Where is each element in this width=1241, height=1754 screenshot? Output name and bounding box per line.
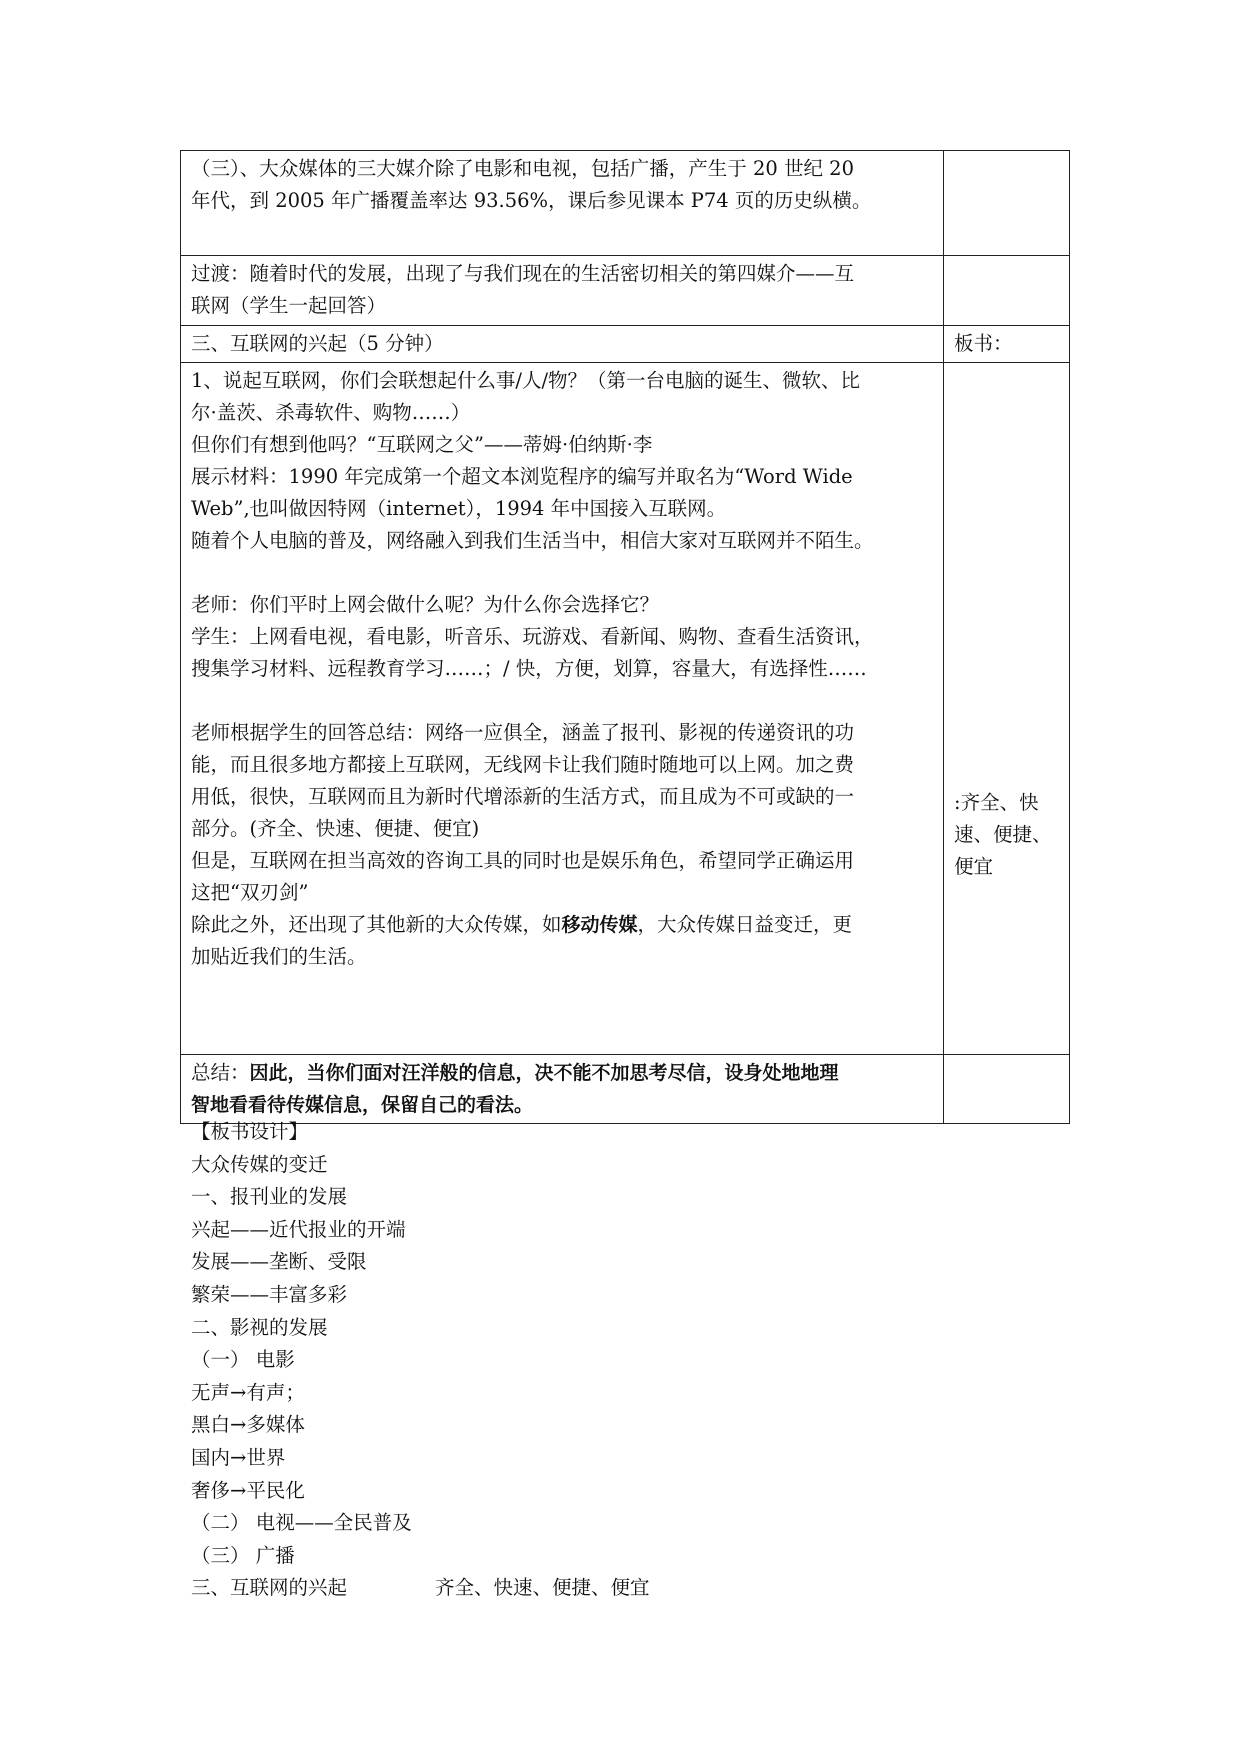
board-line: （二） 电视——全民普及 — [191, 1511, 412, 1535]
board-line: 黑白→多媒体 — [191, 1413, 305, 1437]
board-line: 发展——垄断、受限 — [191, 1250, 367, 1274]
board-label: 板书： — [944, 326, 1070, 363]
bold-term: 移动传媒 — [561, 914, 638, 936]
text-line: 但是，互联网在担当高效的咨询工具的同时也是娱乐角色，希望同学正确运用 — [191, 849, 855, 872]
table-row — [181, 1055, 1070, 1124]
text-line: 部分。(齐全、快速、便捷、便宜) — [191, 817, 480, 840]
board-line: （三） 广播 — [191, 1543, 295, 1567]
text-line: （三）、大众媒体的三大媒介除了电影和电视，包括广播，产生于 20 世纪 20 — [191, 157, 854, 180]
text-line: 用低，很快，互联网而且为新时代增添新的生活方式，而且成为不可或缺的一 — [191, 785, 855, 808]
text-line: 但你们有想到他吗？“互联网之父”——蒂姆·伯纳斯·李 — [191, 433, 653, 456]
text-line — [191, 909, 931, 941]
blank-line — [191, 557, 931, 589]
board-line: 繁荣——丰富多彩 — [191, 1282, 348, 1306]
text-line: 三、互联网的兴起（5 分钟） — [191, 332, 444, 355]
text-line: 搜集学习材料、远程教育学习……；/ 快，方便，划算，容量大，有选择性…… — [191, 657, 867, 680]
text-segment: ，大众传媒日益变迁，更 — [637, 913, 853, 936]
text-line: 1、说起互联网，你们会联想起什么事/人/物？（第一台电脑的诞生、微软、比 — [191, 369, 861, 392]
text-line — [191, 1057, 931, 1089]
board-keywords: 齐全、快速、便捷、便宜 — [435, 1576, 650, 1600]
board-line: 奢侈→平民化 — [191, 1478, 305, 1502]
side-notes-cell — [944, 363, 1070, 1055]
board-line: 一、报刊业的发展 — [191, 1185, 348, 1209]
summary-bold: 智地看看待传媒信息，保留自己的看法。 — [191, 1094, 534, 1116]
side-cell — [944, 1055, 1070, 1124]
summary-label: 总结： — [191, 1061, 250, 1084]
text-line: 尔·盖茨、杀毒软件、购物……） — [191, 401, 471, 424]
section-heading — [181, 326, 944, 363]
main-cell — [181, 256, 944, 326]
summary-cell — [181, 1055, 944, 1124]
side-note-line: :齐全、快 — [954, 791, 1039, 814]
board-line: 大众传媒的变迁 — [191, 1152, 328, 1176]
board-heading: 【板书设计】 — [191, 1120, 309, 1143]
text-segment: 除此之外，还出现了其他新的大众传媒，如 — [191, 913, 562, 936]
text-line: 过渡：随着时代的发展，出现了与我们现在的生活密切相关的第四媒介——互 — [191, 262, 855, 285]
board-design — [191, 1116, 650, 1605]
board-line — [191, 1572, 650, 1605]
summary-bold: 因此，当你们面对汪洋般的信息，决不能不加思考尽信，设身处地地理 — [249, 1062, 839, 1084]
side-note-line: 便宜 — [954, 855, 994, 878]
lesson-plan-table — [180, 150, 1070, 1124]
board-line: （一） 电影 — [191, 1348, 295, 1372]
blank-line — [191, 685, 931, 717]
text-line: Web”,也叫做因特网（internet），1994 年中国接入互联网。 — [191, 497, 727, 520]
text-line: 展示材料：1990 年完成第一个超文本浏览程序的编写并取名为“Word Wide — [191, 465, 853, 488]
text-line: 能，而且很多地方都接上互联网，无线网卡让我们随时随地可以上网。加之费 — [191, 753, 855, 776]
table-row — [181, 363, 1070, 1055]
board-line: 二、影视的发展 — [191, 1315, 328, 1339]
table-row — [181, 256, 1070, 326]
text-line: 这把“双刃剑” — [191, 881, 309, 904]
side-cell — [944, 151, 1070, 256]
text-line: 学生：上网看电视，看电影，听音乐、玩游戏、看新闻、购物、查看生活资讯， — [191, 625, 874, 648]
table-row — [181, 326, 1070, 363]
table-row — [181, 151, 1070, 256]
side-note-line: 速、便捷、 — [954, 823, 1052, 846]
side-cell — [944, 256, 1070, 326]
board-topic: 三、互联网的兴起 — [191, 1576, 348, 1600]
main-cell — [181, 363, 944, 1055]
board-line: 兴起——近代报业的开端 — [191, 1217, 406, 1241]
text-line: 老师根据学生的回答总结：网络一应俱全，涵盖了报刊、影视的传递资讯的功 — [191, 721, 855, 744]
board-line: 国内→世界 — [191, 1445, 286, 1469]
text-line: 随着个人电脑的普及，网络融入到我们生活当中，相信大家对互联网并不陌生。 — [191, 529, 874, 552]
text-line: 联网（学生一起回答） — [191, 294, 387, 317]
main-cell — [181, 151, 944, 256]
text-line: 加贴近我们的生活。 — [191, 945, 367, 968]
text-line: 年代，到 2005 年广播覆盖率达 93.56%，课后参见课本 P74 页的历史纵横。 — [191, 189, 872, 212]
board-line: 无声→有声； — [191, 1380, 305, 1404]
text-line: 老师：你们平时上网会做什么呢？为什么你会选择它？ — [191, 593, 660, 616]
